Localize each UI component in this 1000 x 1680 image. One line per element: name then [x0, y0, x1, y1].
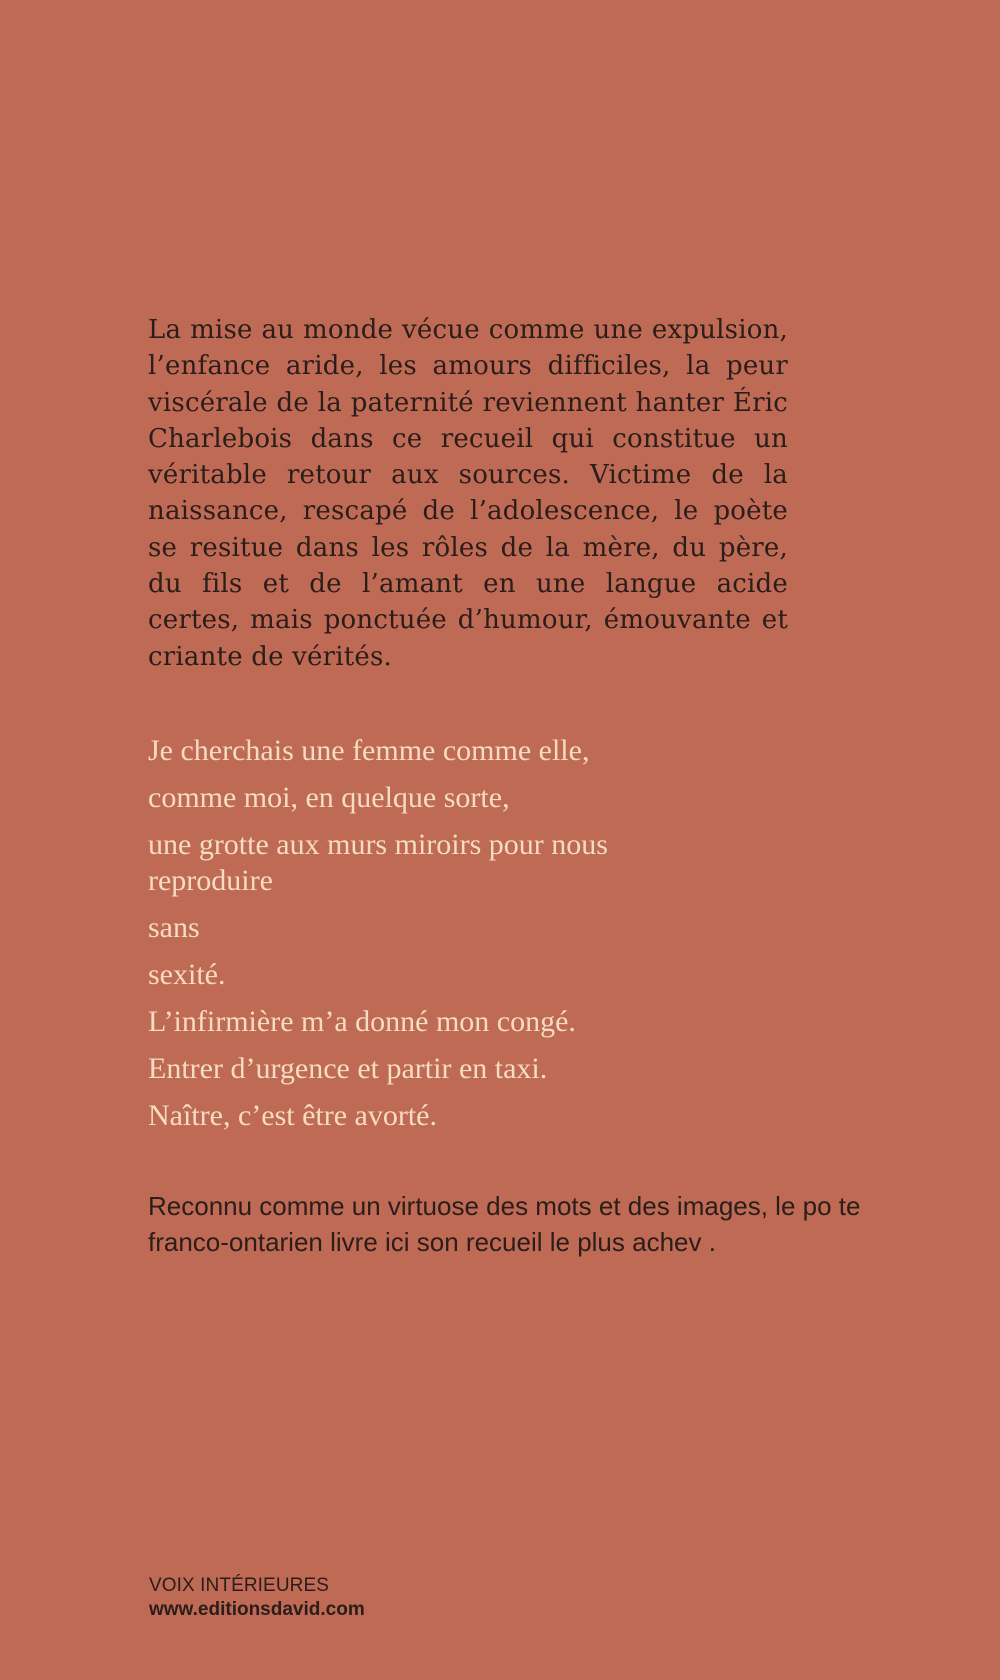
- poem-line: L’infirmière m’a donné mon congé.: [148, 1005, 576, 1038]
- poem-line: sexité.: [148, 958, 226, 991]
- poem-excerpt: [148, 733, 788, 1145]
- poem-line: Entrer d’urgence et partir en taxi.: [148, 1052, 548, 1085]
- poem-line: sans: [148, 911, 200, 944]
- poem-line: Je cherchais une femme comme elle,: [148, 734, 590, 767]
- publisher-website[interactable]: www.editionsdavid.com: [149, 1599, 365, 1620]
- author-blurb: Reconnu comme un virtuose des mots et des images, le po te franco-ontarien livre ici son recueil le plus achev .: [148, 1191, 861, 1257]
- poem-line: comme moi, en quelque sorte,: [148, 781, 510, 814]
- poem-line: Naître, c’est être avorté.: [148, 1099, 437, 1132]
- publisher-footer: [149, 1574, 549, 1622]
- collection-name: VOIX INTÉRIEURES: [149, 1575, 330, 1596]
- book-summary: La mise au monde vécue comme une expulsion, l’enfance aride, les amours difficiles, la peur viscérale de la paternité reviennent hanter Éric Charlebois dans ce recueil qui constitue un véritable retour aux sources. Victime de la naissance, rescapé de l’adolescence, le poète se resitue dans les rôles de la mère, du père, du fils et de l’amant en une langue acide certes, mais ponctuée d’humour, émouvante et criante de vérités.: [148, 315, 788, 672]
- poem-line: une grotte aux murs miroirs pour nous reproduire: [148, 828, 608, 897]
